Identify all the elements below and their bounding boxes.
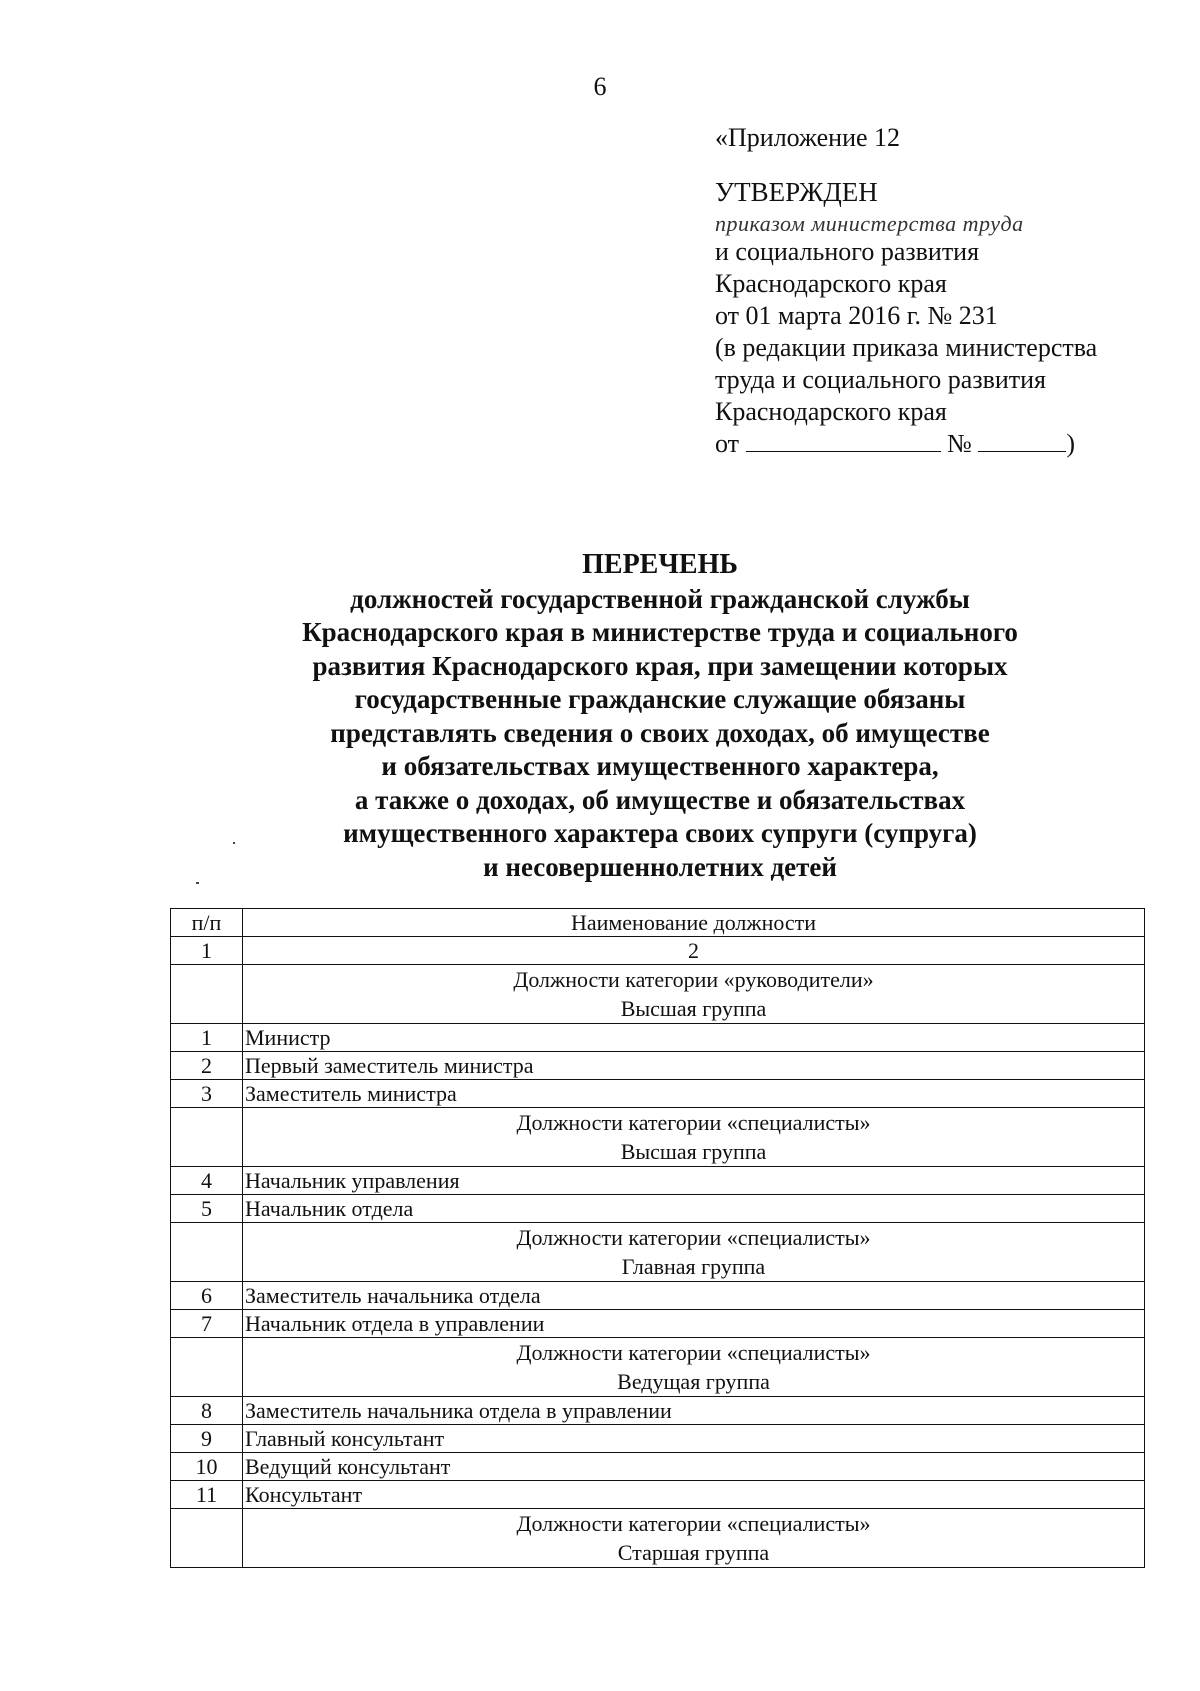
row-number-cell: 9 (171, 1425, 243, 1453)
approval-line: от 01 марта 2016 г. № 231 (715, 301, 998, 330)
table-row (171, 1397, 1145, 1425)
approval-line: Краснодарского края (715, 269, 947, 298)
group-label: Ведущая группа (617, 1369, 770, 1394)
column-number-cell: 1 (171, 937, 243, 965)
position-name-cell: Начальник отдела (243, 1195, 1145, 1223)
row-number-cell: 7 (171, 1310, 243, 1338)
row-number-cell (171, 965, 243, 1024)
row-number-cell: 1 (171, 1024, 243, 1052)
position-name-cell: Консультант (243, 1481, 1145, 1509)
row-number-cell: 6 (171, 1282, 243, 1310)
header-num-cell: п/п (171, 909, 243, 937)
table-row (171, 1167, 1145, 1195)
table-row (171, 1195, 1145, 1223)
category-label: Должности категории «специалисты» (516, 1340, 871, 1365)
table-column-number-row (171, 937, 1145, 965)
position-name-cell: Заместитель начальника отдела (243, 1282, 1145, 1310)
category-row (171, 1509, 1145, 1568)
positions-table (170, 908, 1145, 1568)
group-label: Высшая группа (620, 1139, 767, 1164)
position-name-cell: Заместитель начальника отдела в управлении (243, 1397, 1145, 1425)
table-header-row (171, 909, 1145, 937)
column-number-cell: 2 (243, 937, 1145, 965)
category-cell (243, 1509, 1145, 1568)
title-line: должностей государственной гражданской службы (350, 583, 970, 614)
table-row (171, 1282, 1145, 1310)
category-cell (243, 965, 1145, 1024)
position-name-cell: Начальник управления (243, 1167, 1145, 1195)
position-name-cell: Министр (243, 1024, 1145, 1052)
approval-date-prefix: от (715, 429, 740, 458)
row-number-cell: 4 (171, 1167, 243, 1195)
title-line: государственные гражданские служащие обязаны (354, 684, 966, 714)
page-number: 6 (593, 72, 607, 101)
annex-label: «Приложение 12 (715, 123, 901, 152)
position-name-cell: Первый заместитель министра (243, 1052, 1145, 1080)
header-name-cell: Наименование должности (243, 909, 1145, 937)
position-name-cell: Главный консультант (243, 1425, 1145, 1453)
position-name-cell: Заместитель министра (243, 1080, 1145, 1108)
document-title (0, 548, 1200, 884)
approval-number-sign: № (947, 429, 972, 458)
title-line: Краснодарского края в министерстве труда и социального (302, 617, 1018, 647)
table-row (171, 1310, 1145, 1338)
number-blank-line (978, 429, 1066, 452)
approval-block (715, 122, 1185, 460)
category-row (171, 1223, 1145, 1282)
category-cell (243, 1338, 1145, 1397)
table-row (171, 1052, 1145, 1080)
title-line: и несовершеннолетних детей (483, 851, 837, 882)
row-number-cell: 5 (171, 1195, 243, 1223)
approval-line: труда и социального развития (715, 365, 1047, 394)
row-number-cell (171, 1509, 243, 1568)
approval-line: приказом министерства труда (715, 211, 1024, 236)
category-label: Должности категории «руководители» (513, 967, 874, 992)
group-label: Главная группа (621, 1254, 766, 1279)
scan-speck (233, 842, 235, 844)
category-label: Должности категории «специалисты» (516, 1511, 871, 1536)
category-row (171, 1338, 1145, 1397)
category-label: Должности категории «специалисты» (516, 1225, 871, 1250)
approval-line: Краснодарского края (715, 397, 947, 426)
table-row (171, 1024, 1145, 1052)
category-label: Должности категории «специалисты» (516, 1110, 871, 1135)
title-line: имущественного характера своих супруги (супруга) (343, 818, 977, 848)
title-line: представлять сведения о своих доходах, об имуществе (330, 717, 990, 748)
table-row (171, 1481, 1145, 1509)
scan-speck (196, 882, 199, 884)
row-number-cell (171, 1223, 243, 1282)
row-number-cell: 11 (171, 1481, 243, 1509)
table-row (171, 1453, 1145, 1481)
group-label: Высшая группа (620, 996, 767, 1021)
position-name-cell: Начальник отдела в управлении (243, 1310, 1145, 1338)
category-cell (243, 1108, 1145, 1167)
category-row (171, 1108, 1145, 1167)
title-main: ПЕРЕЧЕНЬ (582, 549, 738, 580)
row-number-cell (171, 1338, 243, 1397)
approved-label: УТВЕРЖДЕН (715, 177, 878, 207)
row-number-cell: 3 (171, 1080, 243, 1108)
table-row (171, 1425, 1145, 1453)
group-label: Старшая группа (617, 1540, 770, 1565)
row-number-cell: 2 (171, 1052, 243, 1080)
row-number-cell: 8 (171, 1397, 243, 1425)
table-row (171, 1080, 1145, 1108)
category-cell (243, 1223, 1145, 1282)
title-line: и обязательствах имущественного характера, (381, 751, 939, 781)
title-line: а также о доходах, об имуществе и обязательствах (354, 784, 966, 815)
approval-line: (в редакции приказа министерства (715, 333, 1098, 362)
approval-closing-paren: ) (1066, 429, 1076, 458)
approval-date-number-line (715, 428, 1185, 460)
category-row (171, 965, 1145, 1024)
row-number-cell: 10 (171, 1453, 243, 1481)
title-line: развития Краснодарского края, при замещении которых (312, 650, 1008, 681)
row-number-cell (171, 1108, 243, 1167)
date-blank-line (746, 429, 941, 452)
position-name-cell: Ведущий консультант (243, 1453, 1145, 1481)
approval-line: и социального развития (715, 237, 980, 266)
